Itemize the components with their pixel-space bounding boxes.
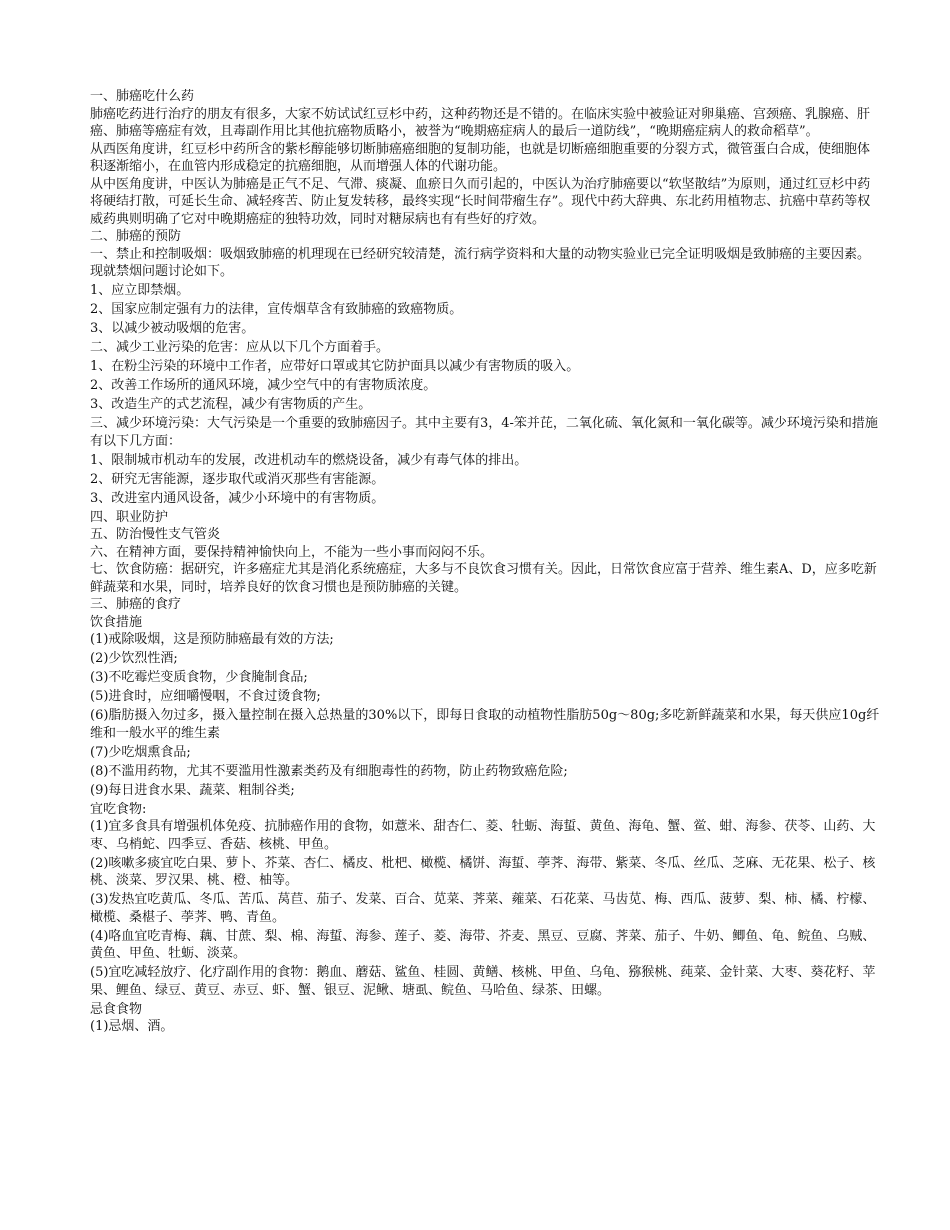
list-item: (5)进食时，应细嚼慢咽，不食过烫食物;: [90, 689, 321, 704]
paragraph: 肺癌吃药进行治疗的朋友有很多，大家不妨试试红豆杉中药，这种药物还是不错的。在临床实验中被验证对卵巢癌、宫颈癌、乳腺癌、肝癌、肺癌等癌症有效，且毒副作用比其他抗癌物质略小，被誉为“晚期癌症病人的最后一道防线”，“晚期癌症病人的救命稻草”。: [90, 106, 871, 139]
list-item: (1)忌烟、酒。: [90, 1019, 174, 1034]
list-item: 3、改造生产的式艺流程，减少有害物质的产生。: [90, 397, 372, 412]
section-heading: 一、肺癌吃什么药: [90, 89, 195, 104]
list-item: (7)少吃烟熏食品;: [90, 744, 191, 760]
list-item: 3、以减少被动吸烟的危害。: [90, 321, 255, 336]
subsection-heading: 二、减少工业污染的危害：应从以下几个方面着手。: [90, 340, 390, 355]
list-item: (5)宜吃减轻放疗、化疗副作用的食物：鹅血、蘑菇、鲨鱼、桂圆、黄鳝、核桃、甲鱼、乌龟、猕猴桃、莼菜、金针菜、大枣、葵花籽、苹果、鲤鱼、绿豆、黄豆、赤豆、虾、蟹、银豆、泥鳅、塘虱、鲩鱼、马哈鱼、绿茶、田螺。: [90, 965, 876, 998]
paragraph: 六、在精神方面，要保持精神愉快向上，不能为一些小事而闷闷不乐。: [90, 544, 494, 560]
list-item: 3、改进室内通风设备，减少小环境中的有害物质。: [90, 490, 385, 506]
section-heading: 二、肺癌的预防: [90, 229, 182, 244]
list-item: (2)咳嗽多痰宜吃白果、萝卜、芥菜、杏仁、橘皮、枇杷、橄榄、橘饼、海蜇、荸荠、海带、紫菜、冬瓜、丝瓜、芝麻、无花果、松子、核桃、淡菜、罗汉果、桃、橙、柚等。: [90, 855, 876, 888]
paragraph: 三、减少环境污染：大气污染是一个重要的致肺癌因子。其中主要有3，4-笨并芘，二氧化硫、氧化氮和一氧化碳等。减少环境污染和措施有以下几方面：: [90, 416, 878, 449]
paragraph: 七、饮食防癌：据研究，许多癌症尤其是消化系统癌症，大多与不良饮食习惯有关。因此，日常饮食应富于营养、维生素A、D，应多吃新鲜蔬菜和水果，同时，培养良好的饮食习惯也是预防肺癌的关键。: [90, 562, 877, 595]
list-item: 2、国家应制定强有力的法律，宣传烟草含有致肺癌的致癌物质。: [90, 302, 463, 317]
paragraph: 从西医角度讲，红豆杉中药所含的紫杉醇能够切断肺癌癌细胞的复制功能，也就是切断癌细胞重要的分裂方式，微管蛋白合成，使细胞体积逐渐缩小，在血管内形成稳定的抗癌细胞，从而增强人体的代谢功能。: [90, 141, 871, 174]
list-item: (2)少饮烈性酒;: [90, 651, 178, 666]
list-item: (1)宜多食具有增强机体免疫、抗肺癌作用的食物，如薏米、甜杏仁、菱、牡蛎、海蜇、黄鱼、海龟、蟹、鲎、蚶、海参、茯苓、山药、大枣、乌梢蛇、四季豆、香菇、核桃、甲鱼。: [90, 819, 876, 852]
list-item: (4)咯血宜吃青梅、藕、甘蔗、梨、棉、海蜇、海参、莲子、菱、海带、芥麦、黑豆、豆腐、荠菜、茄子、牛奶、鲫鱼、龟、鲩鱼、乌贼、黄鱼、甲鱼、牡蛎、淡菜。: [90, 928, 876, 961]
subsection-heading: 忌食食物: [90, 1001, 143, 1017]
list-item: (1)戒除吸烟，这是预防肺癌最有效的方法;: [90, 632, 334, 647]
list-item: 2、研究无害能源，逐步取代或消灭那些有害能源。: [90, 471, 385, 487]
list-item: (3)发热宜吃黄瓜、冬瓜、苦瓜、莴苣、茄子、发菜、百合、苋菜、荠菜、蕹菜、石花菜、马齿苋、梅、西瓜、菠萝、梨、柿、橘、柠檬、橄榄、桑椹子、荸荠、鸭、青鱼。: [90, 892, 876, 925]
section-heading: 三、肺癌的食疗: [90, 597, 182, 612]
subsection-heading: 五、防治慢性支气管炎: [90, 527, 221, 542]
subsection-heading: 宜吃食物:: [90, 801, 147, 817]
list-item: (6)脂肪摄入勿过多，摄入量控制在摄入总热量的30%以下，即每日食取的动植物性脂肪50g～80g;多吃新鲜蔬菜和水果，每天供应10g纤维和一般水平的维生素: [90, 708, 880, 741]
list-item: (8)不滥用药物，尤其不要滥用性激素类药及有细胞毒性的药物，防止药物致癌危险;: [90, 763, 568, 779]
list-item: 1、应立即禁烟。: [90, 283, 190, 298]
subsection-heading: 四、职业防护: [90, 509, 169, 525]
list-item: 1、限制城市机动车的发展，改进机动车的燃烧设备，减少有毒气体的排出。: [90, 452, 528, 468]
paragraph: 一、禁止和控制吸烟：吸烟致肺癌的机理现在已经研究较清楚，流行病学资料和大量的动物实验业已完全证明吸烟是致肺癌的主要因素。现就禁烟问题讨论如下。: [90, 246, 871, 279]
list-item: (9)每日进食水果、蔬菜、粗制谷类;: [90, 782, 295, 798]
paragraph: 从中医角度讲，中医认为肺癌是正气不足、气滞、痰凝、血瘀日久而引起的，中医认为治疗肺癌要以“软坚散结”为原则，通过红豆杉中药将硬结打散，可延长生命、减轻疼苦、防止复发转移，最终实现“长时间带瘤生存”。现代中药大辞典、东北药用植物志、抗癌中草药等权威药典则明确了它对中晚期癌症的独特功效，同时对糖尿病也有有些好的疗效。: [90, 176, 871, 227]
list-item: 1、在粉尘污染的环境中工作者，应带好口罩或其它防护面具以减少有害物质的吸入。: [90, 359, 580, 374]
list-item: 2、改善工作场所的通风环境，减少空气中的有害物质浓度。: [90, 378, 437, 393]
subsection-heading: 饮食措施: [90, 614, 143, 630]
list-item: (3)不吃霉烂变质食物，少食腌制食品;: [90, 670, 308, 685]
